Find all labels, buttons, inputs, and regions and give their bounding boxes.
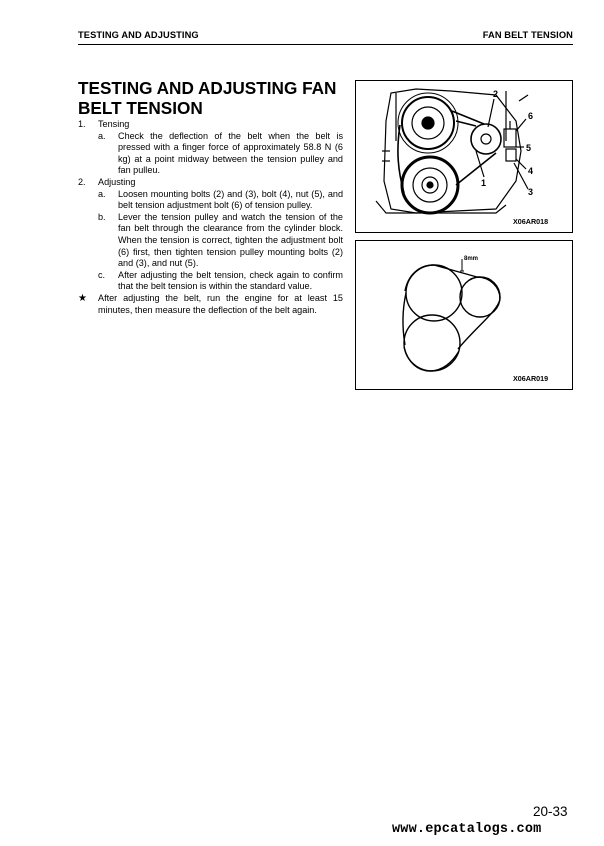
step-2-number: 2. (78, 176, 86, 187)
deflection-label: 8mm (464, 256, 479, 262)
callout-6: 6 (528, 111, 534, 121)
step-2a-text: Loosen mounting bolts (2) and (3), bolt (4), nut (5), and belt tension adjustment bolt (6) of tension pulley. (118, 188, 343, 211)
step-2b-text: Lever the tension pulley and watch the tension of the fan belt through the clearance from the cylinder block. When the tension is correct, tighten the adjustment bolt (6) first, then tighten tension pulley mounting bolts (2) and (3), and nut (5). (118, 211, 343, 269)
title-line-2: BELT TENSION (78, 98, 203, 118)
callout-5: 5 (526, 143, 532, 153)
step-1a (78, 131, 343, 177)
step-2a (78, 189, 343, 212)
page-header (78, 30, 573, 44)
figure1-caption: X06AR018 (513, 217, 549, 226)
step-2 (78, 177, 343, 189)
procedure-text (78, 119, 343, 316)
footer-url: www.epcatalogs.com (392, 822, 542, 837)
engine-drawing (356, 81, 572, 232)
step-2b-mark: b. (98, 211, 106, 222)
callout-3: 3 (528, 187, 534, 197)
callout-2: 2 (493, 89, 499, 99)
figure-belt-deflection (355, 240, 573, 390)
step-2b (78, 212, 343, 270)
figure-engine-front (355, 80, 573, 233)
belt-diagram (356, 241, 572, 389)
note (78, 293, 343, 316)
step-2c-mark: c. (98, 269, 106, 280)
star-icon: ★ (78, 292, 87, 304)
step-2c (78, 270, 343, 293)
step-1-number: 1. (78, 119, 86, 129)
header-topic-title: FAN BELT TENSION (482, 30, 573, 40)
step-1a-mark: a. (98, 130, 106, 141)
step-2c-text: After adjusting the belt tension, check again to confirm that the belt tension is within the standard value. (118, 269, 343, 292)
step-1-heading: Tensing (98, 119, 130, 129)
step-1 (78, 119, 343, 131)
callout-1: 1 (481, 178, 487, 188)
page-title (78, 78, 353, 118)
title-line-1: TESTING AND ADJUSTING FAN (78, 78, 337, 98)
header-rule (78, 44, 573, 45)
step-2-heading: Adjusting (98, 176, 136, 187)
step-2a-mark: a. (98, 188, 106, 199)
page-number: 20-33 (533, 804, 568, 819)
note-text: After adjusting the belt, run the engine for at least 15 minutes, then measure the deflection of the belt again. (98, 292, 343, 315)
header-section-title: TESTING AND ADJUSTING (78, 30, 199, 40)
step-1a-text: Check the deflection of the belt when the belt is pressed with a finger force of approximately 58.8 N (6 kg) at a point midway between the tension pulley and fan pulleu. (118, 130, 343, 176)
callout-4: 4 (528, 166, 534, 176)
figure2-caption: X06AR019 (513, 374, 549, 383)
